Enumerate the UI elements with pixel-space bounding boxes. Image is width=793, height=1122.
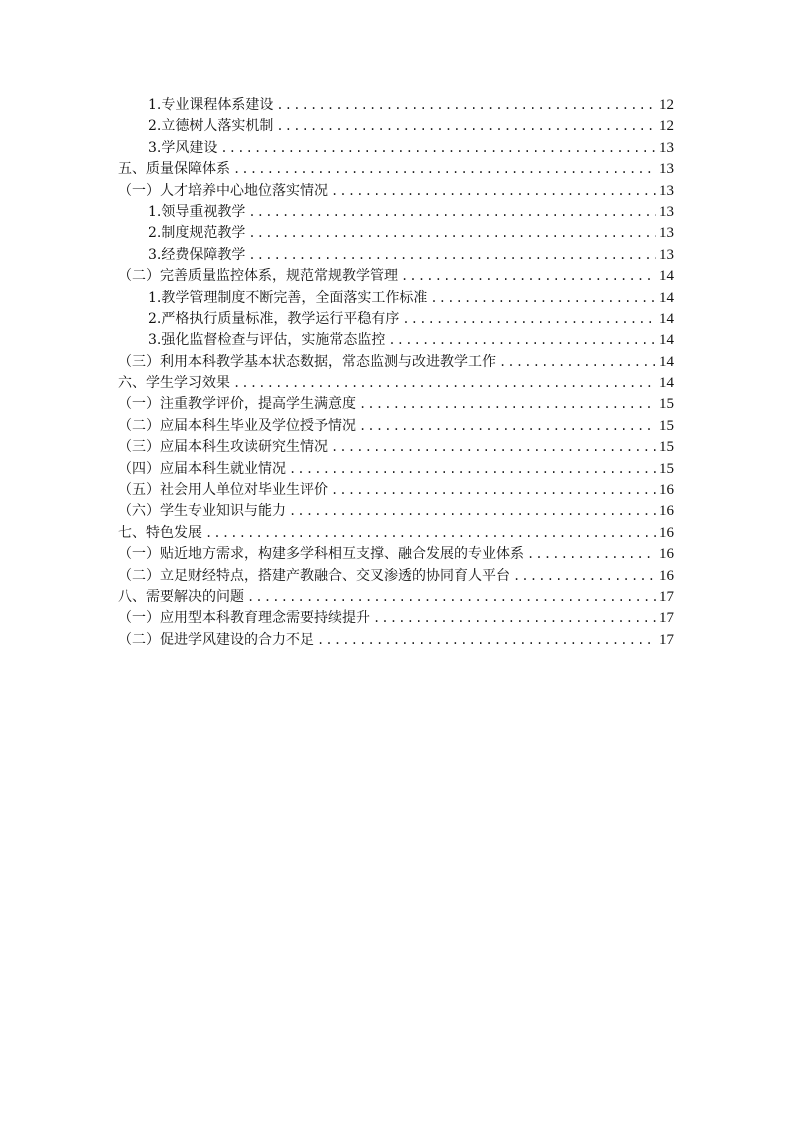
toc-dot-leader [373, 608, 656, 629]
toc-entry[interactable] [118, 352, 674, 373]
toc-entry-title: 2.立德树人落实机制 [148, 118, 274, 135]
toc-entry-page-number: 14 [659, 332, 674, 349]
toc-entry-page-number: 16 [659, 503, 674, 520]
toc-entry[interactable] [118, 394, 674, 415]
toc-dot-leader [430, 288, 656, 309]
toc-entry-page-number: 16 [659, 567, 674, 584]
toc-entry-title: 八、需要解决的问题 [118, 588, 244, 605]
toc-entry-title: （一）贴近地方需求，构建多学科相互支撑、融合发展的专业体系 [118, 546, 524, 563]
toc-entry-page-number: 15 [659, 396, 674, 413]
toc-dot-leader [331, 181, 656, 202]
toc-entry-title: 3.强化监督检查与评估，实施常态监控 [148, 332, 386, 349]
toc-dot-leader [276, 95, 656, 116]
toc-entry-title: （二）应届本科生毕业及学位授予情况 [118, 417, 356, 434]
toc-dot-leader [359, 394, 656, 415]
toc-entry-page-number: 13 [659, 139, 674, 156]
toc-dot-leader [499, 352, 656, 373]
toc-entry[interactable] [118, 116, 674, 137]
toc-dot-leader [233, 159, 656, 180]
toc-entry-page-number: 14 [659, 289, 674, 306]
toc-entry[interactable] [118, 480, 674, 501]
toc-entry-page-number: 13 [659, 182, 674, 199]
toc-entry[interactable] [118, 416, 674, 437]
toc-dot-leader [276, 116, 656, 137]
toc-entry-title: 3.经费保障教学 [148, 246, 246, 263]
toc-entry[interactable] [118, 566, 674, 587]
toc-entry-title: （二）完善质量监控体系，规范常规教学管理 [118, 268, 398, 285]
toc-entry-title: 1.教学管理制度不断完善，全面落实工作标准 [148, 289, 428, 306]
toc-entry-page-number: 17 [659, 610, 674, 627]
toc-entry[interactable] [118, 630, 674, 651]
toc-entry[interactable] [118, 138, 674, 159]
toc-entry-title: 五、质量保障体系 [118, 161, 230, 178]
toc-entry-page-number: 13 [659, 161, 674, 178]
toc-entry-page-number: 16 [659, 546, 674, 563]
toc-entry[interactable] [118, 95, 674, 116]
toc-entry-title: （三）应届本科生攻读研究生情况 [118, 439, 328, 456]
toc-entry-title: （一）人才培养中心地位落实情况 [118, 182, 328, 199]
toc-entry-title: （一）应用型本科教育理念需要持续提升 [118, 610, 370, 627]
toc-entry-page-number: 12 [659, 96, 674, 113]
toc-entry[interactable] [118, 501, 674, 522]
toc-dot-leader [289, 459, 656, 480]
toc-entry-page-number: 13 [659, 203, 674, 220]
toc-entry-title: 3.学风建设 [148, 139, 218, 156]
toc-entry[interactable] [118, 544, 674, 565]
toc-entry[interactable] [118, 373, 674, 394]
toc-entry[interactable] [118, 288, 674, 309]
toc-dot-leader [513, 566, 656, 587]
toc-dot-leader [401, 266, 656, 287]
toc-entry[interactable] [118, 330, 674, 351]
toc-entry-page-number: 13 [659, 246, 674, 263]
toc-entry-page-number: 17 [659, 631, 674, 648]
toc-entry[interactable] [118, 202, 674, 223]
toc-entry[interactable] [118, 159, 674, 180]
toc-entry[interactable] [118, 523, 674, 544]
toc-entry-page-number: 14 [659, 353, 674, 370]
toc-dot-leader [233, 373, 656, 394]
toc-entry-title: 1.专业课程体系建设 [148, 96, 274, 113]
toc-entry-page-number: 14 [659, 310, 674, 327]
table-of-contents [118, 95, 674, 651]
toc-entry-page-number: 13 [659, 225, 674, 242]
toc-entry-page-number: 12 [659, 118, 674, 135]
toc-entry[interactable] [118, 437, 674, 458]
toc-dot-leader [289, 501, 656, 522]
toc-entry[interactable] [118, 181, 674, 202]
toc-entry[interactable] [118, 223, 674, 244]
toc-dot-leader [248, 202, 656, 223]
toc-entry-page-number: 15 [659, 439, 674, 456]
toc-entry[interactable] [118, 608, 674, 629]
toc-entry-title: 六、学生学习效果 [118, 375, 230, 392]
toc-entry-title: 七、特色发展 [118, 524, 202, 541]
toc-dot-leader [359, 416, 656, 437]
toc-dot-leader [331, 437, 656, 458]
toc-entry[interactable] [118, 266, 674, 287]
toc-entry-title: （五）社会用人单位对毕业生评价 [118, 482, 328, 499]
toc-entry-title: （四）应届本科生就业情况 [118, 460, 286, 477]
toc-entry[interactable] [118, 459, 674, 480]
toc-entry-title: （六）学生专业知识与能力 [118, 503, 286, 520]
toc-entry-page-number: 14 [659, 375, 674, 392]
toc-entry-title: 2.严格执行质量标准，教学运行平稳有序 [148, 310, 400, 327]
toc-dot-leader [317, 630, 656, 651]
toc-entry[interactable] [118, 245, 674, 266]
toc-dot-leader [248, 245, 656, 266]
toc-entry-page-number: 15 [659, 460, 674, 477]
toc-entry-title: （三）利用本科教学基本状态数据，常态监测与改进教学工作 [118, 353, 496, 370]
toc-entry-title: 1.领导重视教学 [148, 203, 246, 220]
toc-entry-title: （二）促进学风建设的合力不足 [118, 631, 314, 648]
toc-dot-leader [220, 138, 656, 159]
toc-entry-title: （二）立足财经特点，搭建产教融合、交叉渗透的协同育人平台 [118, 567, 510, 584]
toc-dot-leader [331, 480, 656, 501]
toc-dot-leader [402, 309, 656, 330]
toc-dot-leader [527, 544, 656, 565]
toc-entry[interactable] [118, 309, 674, 330]
toc-entry-page-number: 14 [659, 268, 674, 285]
toc-entry-title: （一）注重教学评价，提高学生满意度 [118, 396, 356, 413]
toc-entry-page-number: 16 [659, 482, 674, 499]
toc-dot-leader [247, 587, 656, 608]
toc-dot-leader [205, 523, 656, 544]
toc-entry-page-number: 15 [659, 417, 674, 434]
toc-entry[interactable] [118, 587, 674, 608]
toc-entry-page-number: 16 [659, 524, 674, 541]
toc-dot-leader [248, 223, 656, 244]
toc-entry-page-number: 17 [659, 588, 674, 605]
toc-entry-title: 2.制度规范教学 [148, 225, 246, 242]
toc-dot-leader [388, 330, 656, 351]
